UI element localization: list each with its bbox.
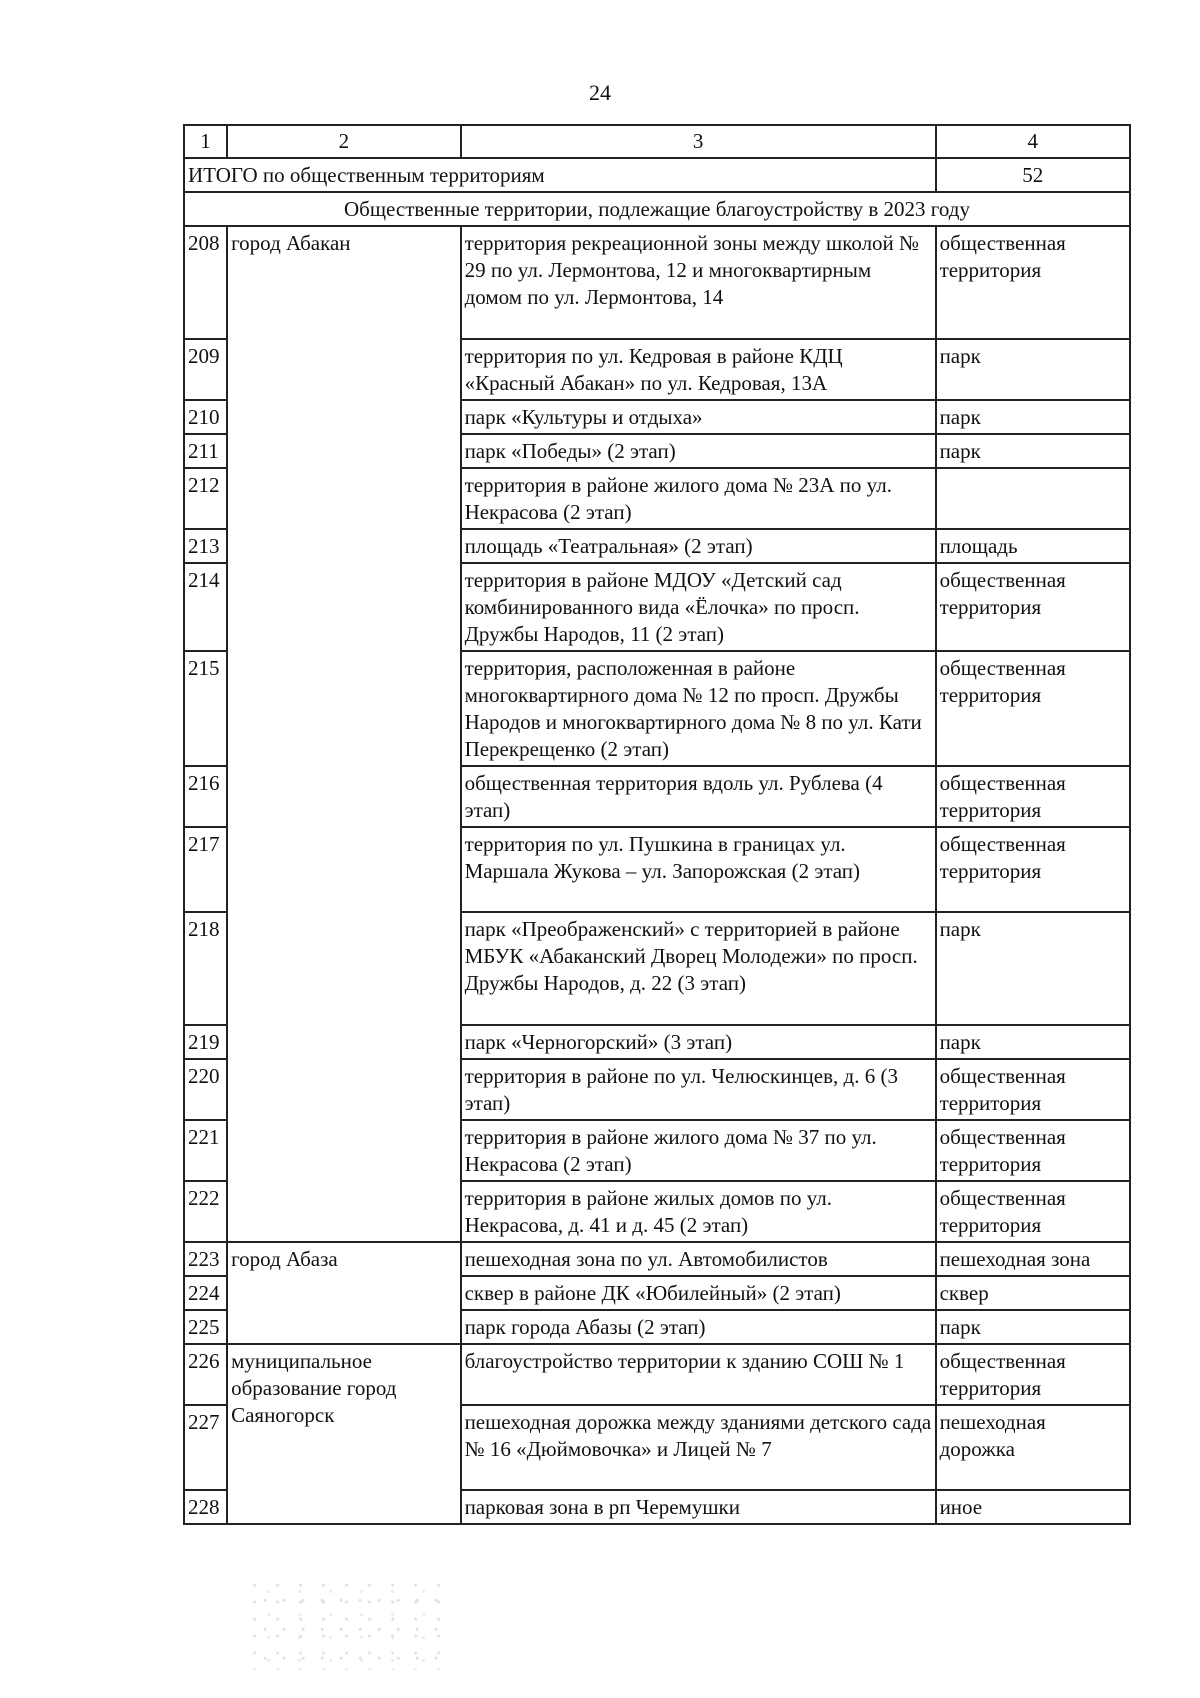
territory-cell: пешеходная дорожка между зданиями детского сада № 16 «Дюймовочка» и Лицей № 7 [461, 1405, 936, 1490]
row-number: 222 [184, 1181, 227, 1242]
row-number: 223 [184, 1242, 227, 1276]
row-number: 215 [184, 651, 227, 766]
section-title: Общественные территории, подлежащие благоустройству в 2023 году [184, 192, 1130, 226]
row-number: 221 [184, 1120, 227, 1181]
municipality-cell: город Абакан [227, 226, 460, 1242]
row-number: 218 [184, 912, 227, 1025]
type-cell [936, 468, 1130, 529]
total-row [184, 158, 1130, 192]
row-number: 227 [184, 1405, 227, 1490]
type-cell: общественная территория [936, 1344, 1130, 1405]
type-cell: сквер [936, 1276, 1130, 1310]
header-col-2: 2 [227, 125, 460, 158]
row-number: 210 [184, 400, 227, 434]
type-cell: площадь [936, 529, 1130, 563]
header-col-4: 4 [936, 125, 1130, 158]
type-cell: общественная территория [936, 226, 1130, 339]
row-number: 226 [184, 1344, 227, 1405]
row-number: 224 [184, 1276, 227, 1310]
row-number: 217 [184, 827, 227, 912]
row-number: 209 [184, 339, 227, 400]
page-number: 24 [589, 80, 611, 105]
table-header-row [184, 125, 1130, 158]
type-cell: общественная территория [936, 766, 1130, 827]
territory-cell: парк города Абазы (2 этап) [461, 1310, 936, 1344]
row-number: 216 [184, 766, 227, 827]
territory-cell: территория, расположенная в районе многоквартирного дома № 12 по просп. Дружбы Народов и многоквартирного дома № 8 по ул. Кати Перекрещенко (2 этап) [461, 651, 936, 766]
type-cell: парк [936, 400, 1130, 434]
scan-artifact [250, 1580, 450, 1670]
territory-cell: территория в районе жилого дома № 23А по ул. Некрасова (2 этап) [461, 468, 936, 529]
row-number: 212 [184, 468, 227, 529]
row-number: 211 [184, 434, 227, 468]
row-number: 214 [184, 563, 227, 651]
territory-cell: территория в районе по ул. Челюскинцев, д. 6 (3 этап) [461, 1059, 936, 1120]
territory-cell: парк «Культуры и отдыха» [461, 400, 936, 434]
territory-cell: территория рекреационной зоны между школой № 29 по ул. Лермонтова, 12 и многоквартирным домом по ул. Лермонтова, 14 [461, 226, 936, 339]
row-number: 219 [184, 1025, 227, 1059]
type-cell: общественная территория [936, 1059, 1130, 1120]
territory-cell: территория в районе жилого дома № 37 по ул. Некрасова (2 этап) [461, 1120, 936, 1181]
territories-table [183, 124, 1131, 1525]
row-number: 208 [184, 226, 227, 339]
section-row [184, 192, 1130, 226]
type-cell: общественная территория [936, 827, 1130, 912]
type-cell: пешеходная дорожка [936, 1405, 1130, 1490]
territory-cell: территория в районе жилых домов по ул. Некрасова, д. 41 и д. 45 (2 этап) [461, 1181, 936, 1242]
type-cell: парк [936, 339, 1130, 400]
header-col-3: 3 [461, 125, 936, 158]
header-col-1: 1 [184, 125, 227, 158]
type-cell: общественная территория [936, 1181, 1130, 1242]
row-number: 220 [184, 1059, 227, 1120]
type-cell: общественная территория [936, 563, 1130, 651]
row-number: 213 [184, 529, 227, 563]
type-cell: парк [936, 912, 1130, 1025]
table-row [184, 226, 1130, 339]
row-number: 228 [184, 1490, 227, 1524]
type-cell: общественная территория [936, 1120, 1130, 1181]
territory-cell: сквер в районе ДК «Юбилейный» (2 этап) [461, 1276, 936, 1310]
total-label: ИТОГО по общественным территориям [184, 158, 936, 192]
type-cell: иное [936, 1490, 1130, 1524]
territory-cell: площадь «Театральная» (2 этап) [461, 529, 936, 563]
type-cell: парк [936, 1310, 1130, 1344]
territory-cell: территория в районе МДОУ «Детский сад комбинированного вида «Ёлочка» по просп. Дружбы Народов, 11 (2 этап) [461, 563, 936, 651]
table-row [184, 1344, 1130, 1405]
municipality-cell: город Абаза [227, 1242, 460, 1344]
territory-cell: парковая зона в рп Черемушки [461, 1490, 936, 1524]
table-row [184, 1242, 1130, 1276]
type-cell: общественная территория [936, 651, 1130, 766]
territory-cell: пешеходная зона по ул. Автомобилистов [461, 1242, 936, 1276]
total-value: 52 [936, 158, 1130, 192]
territory-cell: парк «Победы» (2 этап) [461, 434, 936, 468]
territory-cell: благоустройство территории к зданию СОШ № 1 [461, 1344, 936, 1405]
type-cell: парк [936, 1025, 1130, 1059]
type-cell: пешеходная зона [936, 1242, 1130, 1276]
territory-cell: общественная территория вдоль ул. Рублева (4 этап) [461, 766, 936, 827]
territory-cell: парк «Преображенский» с территорией в районе МБУК «Абаканский Дворец Молодежи» по просп. Дружбы Народов, д. 22 (3 этап) [461, 912, 936, 1025]
territory-cell: парк «Черногорский» (3 этап) [461, 1025, 936, 1059]
territory-cell: территория по ул. Кедровая в районе КДЦ «Красный Абакан» по ул. Кедровая, 13А [461, 339, 936, 400]
row-number: 225 [184, 1310, 227, 1344]
type-cell: парк [936, 434, 1130, 468]
territory-cell: территория по ул. Пушкина в границах ул. Маршала Жукова – ул. Запорожская (2 этап) [461, 827, 936, 912]
municipality-cell: муниципальное образование город Саяногорск [227, 1344, 460, 1524]
